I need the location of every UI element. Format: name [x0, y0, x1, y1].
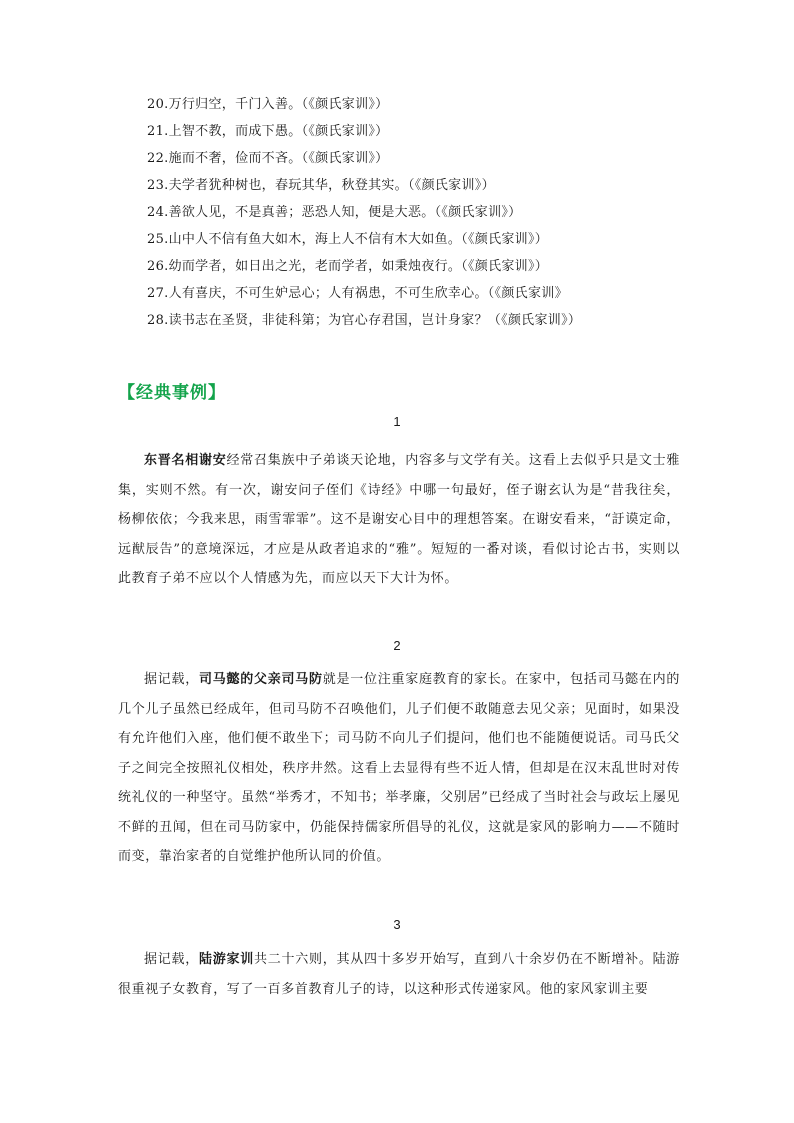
case-subject: 陆游家训 — [199, 952, 254, 967]
quote-number: 27. — [147, 286, 169, 301]
section-heading: 【经典事例】 — [118, 383, 226, 403]
quote-number: 25. — [147, 232, 169, 247]
quote-text: 读书志在圣贤，非徒科第；为官心存君国，岂计身家？（《颜氏家训》） — [168, 313, 582, 328]
case-paragraph — [118, 945, 680, 1004]
quote-text: 山中人不信有鱼大如木，海上人不信有木大如鱼。（《颜氏家训》） — [168, 232, 549, 247]
quote-item — [147, 231, 548, 249]
quote-number: 20. — [147, 97, 169, 112]
quote-number: 21. — [147, 124, 169, 139]
case-body: 经常召集族中子弟谈天论地，内容多与文学有关。这看上去似乎只是文士雅集，实则不然。有一次，谢安问子侄们《诗经》中哪一句最好，侄子谢玄认为是“昔我往矣，杨柳依依；今我来思，雨雪霏霏”。这不是谢安心目中的理想答案。在谢安看来，“訏谟定命，远猷辰告”的意境深远，才应是从政者追求的“雅”。短短的一番对谈，看似讨论古书，实则以此教育子弟不应以个人情感为先，而应以天下大计为怀。 — [118, 453, 680, 586]
quote-number: 28. — [147, 313, 169, 328]
quote-text: 施而不奢，俭而不吝。（《颜氏家训》） — [168, 151, 389, 166]
case-subject: 司马懿的父亲司马防 — [199, 672, 323, 687]
quote-item — [147, 150, 388, 168]
case-lead: 据记载， — [144, 952, 199, 967]
quote-item — [147, 285, 568, 303]
case-lead: 据记载， — [144, 672, 199, 687]
quote-text: 幼而学者，如日出之光，老而学者，如秉烛夜行。（《颜氏家训》） — [168, 259, 549, 274]
case-paragraph — [118, 665, 680, 872]
quote-number: 22. — [147, 151, 169, 166]
quote-number: 26. — [147, 259, 169, 274]
case-number: 1 — [393, 414, 401, 429]
quote-text: 人有喜庆，不可生妒忌心；人有祸患，不可生欣幸心。（《颜氏家训》 — [168, 286, 568, 301]
case-body: 就是一位注重家庭教育的家长。在家中，包括司马懿在内的几个儿子虽然已经成年，但司马防不召唤他们，儿子们便不敢随意去见父亲；见面时，如果没有允许他们入座，他们便不敢坐下；司马防不向儿子们提问，他们也不能随便说话。司马氏父子之间完全按照礼仪相处，秩序井然。这看上去显得有些不近人情，但却是在汉末乱世时对传统礼仪的一种坚守。虽然“举秀才，不知书；举孝廉，父别居”已经成了当时社会与政坛上屡见不鲜的丑闻，但在司马防家中，仍能保持儒家所倡导的礼仪，这就是家风的影响力——不随时而变，靠治家者的自觉维护他所认同的价值。 — [118, 672, 681, 864]
quote-item — [147, 96, 388, 114]
quote-number: 23. — [147, 178, 169, 193]
quote-text: 万行归空，千门入善。（《颜氏家训》） — [168, 97, 389, 112]
case-paragraph — [118, 446, 680, 594]
quote-number: 24. — [147, 205, 169, 220]
quote-item — [147, 177, 495, 195]
case-number: 2 — [393, 638, 401, 653]
case-subject: 东晋名相谢安 — [144, 453, 227, 468]
case-body: 共二十六则，其从四十多岁开始写，直到八十余岁仍在不断增补。陆游很重视子女教育，写了一百多首教育儿子的诗，以这种形式传递家风。他的家风家训主要 — [118, 952, 681, 997]
case-number: 3 — [393, 917, 401, 932]
quote-text: 善欲人见，不是真善；恶恐人知，便是大恶。（《颜氏家训》） — [168, 205, 522, 220]
quote-text: 上智不教，而成下愚。（《颜氏家训》） — [168, 124, 389, 139]
quote-text: 夫学者犹种树也，春玩其华，秋登其实。（《颜氏家训》） — [168, 178, 495, 193]
quote-item — [147, 123, 388, 141]
quote-item — [147, 312, 581, 330]
quote-item — [147, 204, 521, 222]
quote-item — [147, 258, 548, 276]
